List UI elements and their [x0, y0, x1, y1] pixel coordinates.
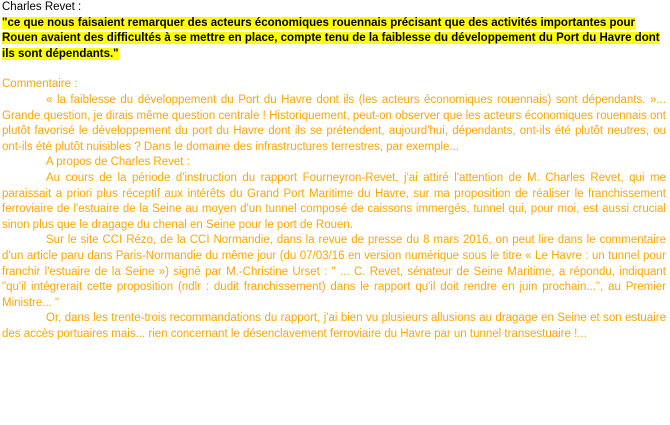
paragraph-about-heading: A propos de Charles Revet : [46, 156, 190, 169]
paragraph-instruction: Au cours de la période d'instruction du rapport Fourneyron-Revet, j'ai attiré l'attention de M. Charles Revet, qui me paraissait a priori plus réceptif aux intérêts du Grand Port Maritime du Havre, sur ma proposition de réaliser le franchissement ferroviaire de l'estuaire de la Seine au moyen d'un tunnel composé de caissons immergés, tunnel qui, pour moi, est aussi crucial sinon plus que le dragage du chenal en Seine pour le port de Rouen. [2, 171, 666, 231]
highlighted-quote [2, 16, 666, 63]
paragraph-recommendations: Or, dans les trente-trois recommandations du rapport, j'ai bien vu plusieurs allusions au dragage en Seine et son estuaire des accès portuaires mais... rien concernant le désenclavement ferroviaire du Havre par un tunnel transestuaire !... [2, 312, 666, 340]
author-line: Charles Revet : [2, 1, 82, 13]
commentary-heading: Commentaire : [2, 78, 78, 91]
spacer [2, 62, 666, 77]
paragraph-question: « la faiblesse du développement du Port du Havre dont ils (les acteurs économiques rouennais) sont dépendants. »... Grande question, je dirais même question centrale ! Historiquement, peut-on observer que les acteurs économiques rouennais ont plutôt favorisé le développement du port du Havre dont ils se prétendent, aujourd'hui, dépendants, ont-ils été plutôt neutres, ou ont-ils été plutôt nuisibles ? Dans le domaine des infrastructures terrestres, par exemple... [2, 93, 666, 153]
paragraph-cci-rezo: Sur le site CCI Rézo, de la CCI Normandie, dans la revue de presse du 8 mars 2016, on peut lire dans le commentaire d'un article paru dans Paris-Normandie du même jour (du 07/03/16 en version numérique sous le titre « Le Havre : un tunnel pour franchir l'estuaire de la Seine ») signé par M.-Christine Urset : " ... C. Revet, sénateur de Seine Maritime, a répondu, indiquant "qu'il intégrerait cette proposition (ndlr : dudit franchissement) dans le rapport qu'il doit rendre en juin prochain...", au Premier Ministre... " [2, 234, 666, 309]
quote-text: "ce que nous faisaient remarquer des acteurs économiques rouennais précisant que des activités importantes pour Rouen avaient des difficultés à se mettre en place, compte tenu de la faiblesse du développement du Port du Havre dont ils sont dépendants." [2, 16, 660, 60]
